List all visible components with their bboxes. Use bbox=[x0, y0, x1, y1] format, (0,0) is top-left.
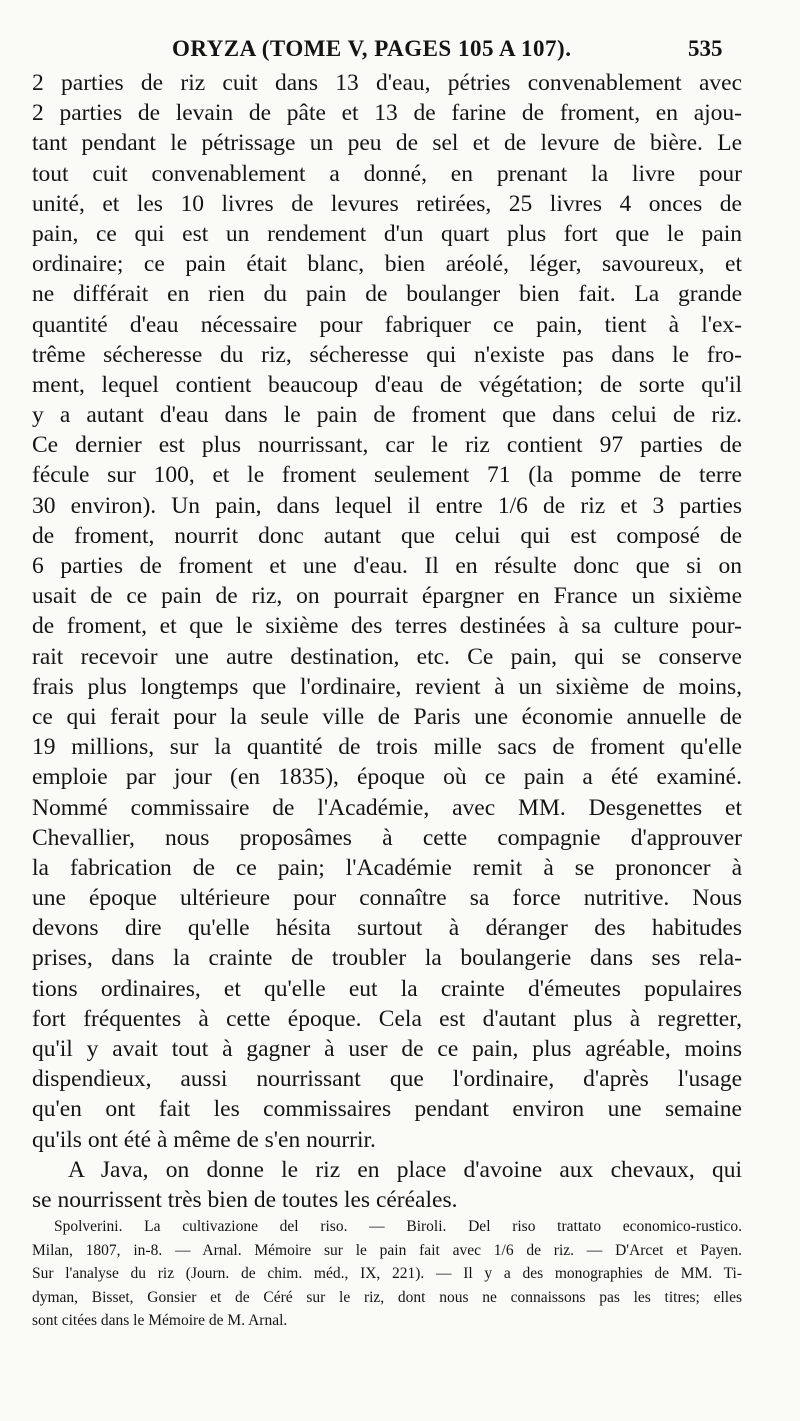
text-line: trême sécheresse du riz, sécheresse qui n'existe pas dans le fro- bbox=[32, 341, 742, 368]
text-line: qu'ils ont été à même de s'en nourrir. bbox=[32, 1126, 376, 1153]
text-line: Nommé commissaire de l'Académie, avec MM. Desgenettes et bbox=[32, 794, 742, 821]
text-line: ment, lequel contient beaucoup d'eau de végétation; de sorte qu'il bbox=[32, 371, 742, 398]
running-head: ORYZA (TOME V, PAGES 105 A 107). bbox=[172, 36, 572, 61]
reference-line: sont citées dans le Mémoire de M. Arnal. bbox=[32, 1312, 288, 1329]
reference-line: Milan, 1807, in-8. — Arnal. Mémoire sur le pain fait avec 1/6 de riz. — D'Arcet et Payen. bbox=[32, 1241, 742, 1259]
page-number: 535 bbox=[688, 36, 723, 61]
text-line: Chevallier, nous proposâmes à cette compagnie d'approuver bbox=[32, 824, 742, 851]
text-line: fécule sur 100, et le froment seulement 71 (la pomme de terre bbox=[32, 462, 742, 489]
text-line: usait de ce pain de riz, on pourrait épargner en France un sixième bbox=[32, 583, 742, 610]
text-line: frais plus longtemps que l'ordinaire, revient à un sixième de moins, bbox=[32, 673, 742, 700]
body-text bbox=[32, 68, 742, 1215]
reference-line: Spolverini. La cultivazione del riso. — Biroli. Del riso trattato economico-rustico. bbox=[54, 1218, 742, 1235]
text-line: une époque ultérieure pour connaître sa force nutritive. Nous bbox=[32, 885, 742, 912]
text-line: quantité d'eau nécessaire pour fabriquer ce pain, tient à l'ex- bbox=[32, 311, 742, 338]
text-line: fort fréquentes à cette époque. Cela est d'autant plus à regretter, bbox=[32, 1005, 742, 1032]
bibliography bbox=[32, 1215, 742, 1333]
text-line: ce qui ferait pour la seule ville de Paris une économie annuelle de bbox=[32, 703, 742, 730]
text-line: 6 parties de froment et une d'eau. Il en résulte donc que si on bbox=[32, 553, 742, 579]
reference-line: dyman, Bisset, Gonsier et de Céré sur le riz, dont nous ne connaissons pas les titres; elles bbox=[32, 1288, 742, 1306]
text-line: y a autant d'eau dans le pain de froment que dans celui de riz. bbox=[32, 402, 742, 429]
text-line: A Java, on donne le riz en place d'avoine aux chevaux, qui bbox=[68, 1156, 742, 1183]
text-line: 2 parties de levain de pâte et 13 de farine de froment, en ajou- bbox=[32, 100, 742, 127]
text-line: unité, et les 10 livres de levures retirées, 25 livres 4 onces de bbox=[32, 190, 742, 217]
text-line: ne différait en rien du pain de boulanger bien fait. La grande bbox=[32, 281, 742, 308]
page-header bbox=[0, 36, 800, 68]
text-line: prises, dans la crainte de troubler la boulangerie dans ses rela- bbox=[32, 945, 742, 972]
text-line: devons dire qu'elle hésita surtout à déranger des habitudes bbox=[32, 915, 742, 942]
text-line: qu'en ont fait les commissaires pendant environ une semaine bbox=[32, 1096, 742, 1123]
text-line: tions ordinaires, et qu'elle eut la crainte d'émeutes populaires bbox=[32, 975, 742, 1002]
text-line: rait recevoir une autre destination, etc. Ce pain, qui se conserve bbox=[32, 643, 742, 670]
text-line: qu'il y avait tout à gagner à user de ce pain, plus agréable, moins bbox=[32, 1036, 742, 1062]
text-line: emploie par jour (en 1835), époque où ce pain a été examiné. bbox=[32, 764, 742, 791]
text-line: la fabrication de ce pain; l'Académie remit à se prononcer à bbox=[32, 854, 742, 881]
text-line: de froment, nourrit donc autant que celui qui est composé de bbox=[32, 522, 742, 549]
text-line: 19 millions, sur la quantité de trois mille sacs de froment qu'elle bbox=[32, 734, 742, 761]
text-line: se nourrissent très bien de toutes les céréales. bbox=[32, 1186, 458, 1213]
text-line: de froment, et que le sixième des terres destinées à sa culture pour- bbox=[32, 613, 742, 640]
text-line: 30 environ). Un pain, dans lequel il entre 1/6 de riz et 3 parties bbox=[32, 492, 742, 519]
text-line: dispendieux, aussi nourrissant que l'ordinaire, d'après l'usage bbox=[32, 1066, 742, 1093]
text-line: pain, ce qui est un rendement d'un quart plus fort que le pain bbox=[32, 220, 742, 247]
reference-line: Sur l'analyse du riz (Journ. de chim. méd., IX, 221). — Il y a des monographies de MM. Ti- bbox=[32, 1265, 742, 1282]
text-line: ordinaire; ce pain était blanc, bien aréolé, léger, savoureux, et bbox=[32, 251, 742, 278]
text-line: tout cuit convenablement a donné, en prenant la livre pour bbox=[32, 160, 742, 187]
text-line: Ce dernier est plus nourrissant, car le riz contient 97 parties de bbox=[32, 432, 742, 459]
text-line: 2 parties de riz cuit dans 13 d'eau, pétries convenablement avec bbox=[32, 70, 742, 96]
text-line: tant pendant le pétrissage un peu de sel et de levure de bière. Le bbox=[32, 130, 742, 157]
